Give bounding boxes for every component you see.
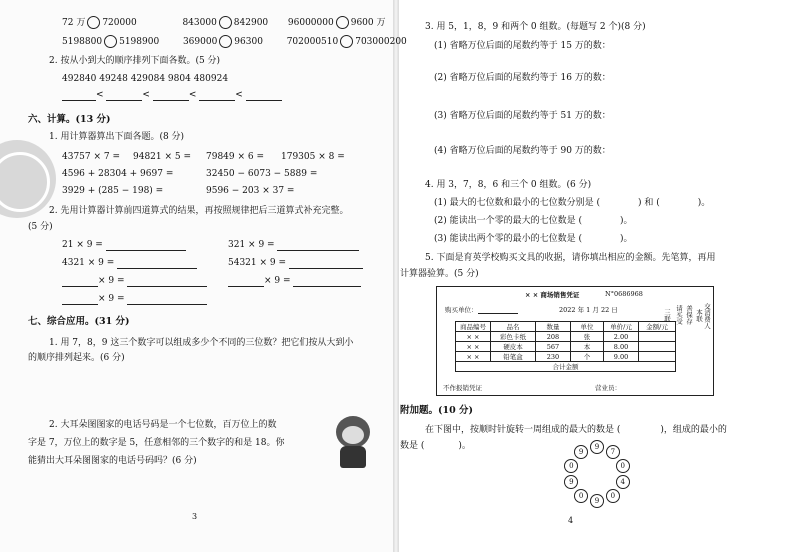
header-cell: 单位 [571, 322, 604, 332]
page-number-left: 3 [192, 512, 198, 521]
bonus-heading: 附加题。(10 分) [400, 405, 474, 416]
q3-item: (3) 省略万位后面的尾数约等于 51 万的数： [434, 111, 611, 121]
mascot-body [340, 446, 366, 468]
q6-2-score: (5 分) [28, 222, 53, 232]
calc-item: 94821 × 5 = [133, 152, 192, 162]
total-label: 合计金额 [456, 362, 676, 372]
receipt-clerk-label: 营业员： [595, 384, 621, 392]
book-gutter [393, 0, 399, 552]
table-cell: 铅笔盒 [491, 352, 536, 362]
bonus-line-1: 在下图中，按顺时针旋转一周组成的最大的数是 ( )，组成的最小的 [425, 425, 727, 435]
compare-circle[interactable] [336, 16, 349, 29]
receipt-side-text: 三联 [663, 309, 671, 322]
table-cell: 230 [536, 352, 571, 362]
q2-title: 2. 按从小到大的顺序排列下面各数。(5 分) [49, 56, 221, 66]
ring-digit: 7 [606, 445, 620, 459]
q4-1: (1) 最大的七位数和最小的七位数分别是 ( ) 和 ( )。 [434, 198, 711, 208]
q7-2-line-2: 字是 7，万位上的数字是 5，任意相邻的三个数字的和是 18。你 [28, 438, 285, 448]
q5-line-1: 5. 下面是育英学校购买文具的收据，请你填出相应的金额。先笔算，再用 [425, 253, 716, 263]
q7-1-line-1: 1. 用 7，8，9 这三个数字可以组成多少个不同的三位数？把它们按从大到小 [49, 338, 354, 348]
ring-digit: 4 [616, 475, 630, 489]
bonus-line-2: 数是 ( )。 [400, 441, 471, 451]
calc-item: 179305 × 8 = [281, 152, 345, 162]
q5-line-2: 计算器验算。(5 分) [400, 269, 479, 279]
table-cell: 9.00 [604, 352, 639, 362]
receipt-side-text: 本联 [695, 309, 703, 322]
ring-digit: 0 [574, 489, 588, 503]
compare-circle[interactable] [104, 35, 117, 48]
table-total-row [456, 362, 676, 372]
table-cell: 本 [571, 342, 604, 352]
table-cell: 8.00 [604, 342, 639, 352]
q3-item: (4) 省略万位后面的尾数约等于 90 万的数： [434, 146, 611, 156]
pattern-item: 21 × 9 = [62, 240, 186, 251]
receipt-footer-note: 不作报销凭证 [443, 384, 482, 392]
compare-row-2: 5198800 5198900 369000 96300 702000510 703000200 [62, 37, 407, 47]
table-row [456, 332, 676, 342]
receipt-number: N°0686968 [605, 290, 643, 298]
q2-answer-blanks[interactable]: < < < < [62, 90, 282, 101]
compare-circle[interactable] [87, 16, 100, 29]
table-cell: × × [456, 342, 491, 352]
pattern-blank[interactable]: × 9 = [228, 276, 361, 287]
table-row [456, 342, 676, 352]
sales-receipt [436, 286, 714, 396]
amount-cell[interactable] [639, 342, 676, 352]
ring-digit: 0 [564, 459, 578, 473]
mascot-face [342, 426, 364, 444]
receipt-table [455, 321, 676, 372]
table-cell: 个 [571, 352, 604, 362]
pattern-blank[interactable]: × 9 = [62, 294, 207, 305]
amount-cell[interactable] [639, 332, 676, 342]
ring-digit: 9 [590, 494, 604, 508]
table-cell: 彩色卡纸 [491, 332, 536, 342]
ring-digit: 9 [574, 445, 588, 459]
table-cell: 567 [536, 342, 571, 352]
section-6-heading: 六、计算。(13 分) [28, 114, 111, 125]
header-cell: 品名 [491, 322, 536, 332]
page-number-right: 4 [568, 516, 574, 525]
header-cell: 金额/元 [639, 322, 676, 332]
q7-2-line-3: 能猜出大耳朵图图家的电话号码吗？(6 分) [28, 456, 197, 466]
q7-1-line-2: 的顺序排列起来。(6 分) [28, 353, 125, 363]
table-cell: × × [456, 332, 491, 342]
ring-digit: 9 [564, 475, 578, 489]
section-7-heading: 七、综合应用。(31 分) [28, 316, 130, 327]
q4-2: (2) 能读出一个零的最大的七位数是 ( )。 [434, 216, 633, 226]
q7-2-line-1: 2. 大耳朵图图家的电话号码是一个七位数，百万位上的数 [49, 420, 277, 430]
q3-item: (2) 省略万位后面的尾数约等于 16 万的数： [434, 73, 611, 83]
table-cell: 硬皮本 [491, 342, 536, 352]
receipt-buyer-label: 购买单位： [445, 305, 518, 314]
receipt-date: 2022 年 1 月 22 日 [559, 306, 618, 314]
receipt-side-text: 请买受 [675, 305, 683, 325]
q4-3: (3) 能读出两个零的最小的七位数是 ( )。 [434, 234, 633, 244]
table-cell: 208 [536, 332, 571, 342]
table-cell: 2.00 [604, 332, 639, 342]
ring-digit: 0 [606, 489, 620, 503]
compare-row-1: 72 万 720000 843000 842900 96000000 9600 万 [62, 18, 386, 28]
table-header-row [456, 322, 676, 332]
table-cell: 张 [571, 332, 604, 342]
table-row [456, 352, 676, 362]
pattern-item: 321 × 9 = [228, 240, 359, 251]
header-cell: 商品编号 [456, 322, 491, 332]
q3-item: (1) 省略万位后面的尾数约等于 15 万的数： [434, 41, 611, 51]
receipt-side-text: 交消费人 [703, 303, 711, 329]
table-cell: × × [456, 352, 491, 362]
q6-1-title: 1. 用计算器算出下面各题。(8 分) [49, 132, 185, 142]
amount-cell[interactable] [639, 352, 676, 362]
q6-2-title: 2. 先用计算器计算前四道算式的结果，再按照规律把后三道算式补充完整。 [49, 206, 349, 216]
ring-digit: 9 [590, 440, 604, 454]
q4-title: 4. 用 3，7，8，6 和三个 0 组数。(6 分) [425, 180, 592, 190]
calc-item: 43757 × 7 = [62, 152, 121, 162]
calc-item: 3929 + (285 − 198) = [62, 186, 164, 196]
header-cell: 数量 [536, 322, 571, 332]
calc-item: 9596 − 203 × 37 = [206, 186, 295, 196]
receipt-title: × × 商场销售凭证 [525, 291, 580, 299]
pattern-blank[interactable]: × 9 = [62, 276, 207, 287]
q2-numbers: 492840 49248 429084 9804 480924 [62, 74, 229, 84]
calc-item: 79849 × 6 = [206, 152, 265, 162]
compare-circle[interactable] [219, 35, 232, 48]
compare-circle[interactable] [340, 35, 353, 48]
calc-item: 32450 − 6073 − 5889 = [206, 169, 318, 179]
calc-item: 4596 + 28304 + 9697 = [62, 169, 174, 179]
ring-digit: 0 [616, 459, 630, 473]
q3-title: 3. 用 5，1，8，9 和两个 0 组数。(每题写 2 个)(8 分) [425, 22, 646, 32]
receipt-side-text: 善保存 [685, 305, 693, 325]
pattern-item: 4321 × 9 = [62, 258, 197, 269]
header-cell: 单价/元 [604, 322, 639, 332]
compare-circle[interactable] [219, 16, 232, 29]
pattern-item: 54321 × 9 = [228, 258, 363, 269]
